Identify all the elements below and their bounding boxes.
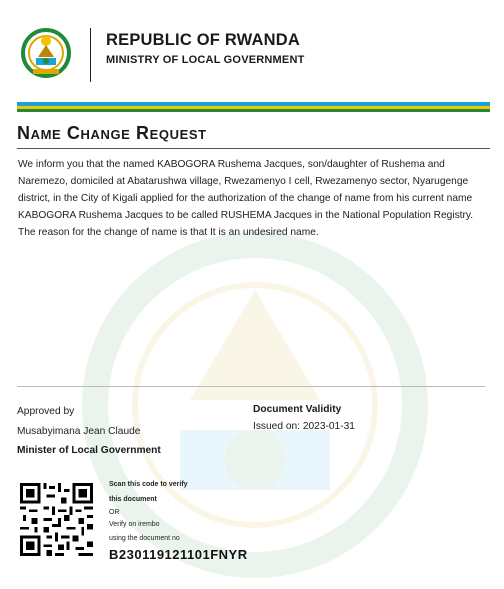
document-no-label: using the document no — [109, 535, 180, 542]
qr-code-icon[interactable] — [20, 483, 93, 556]
scan-instruction-cont: this document — [109, 496, 157, 503]
verify-irembo-label: Verify on irembo — [109, 521, 160, 528]
rwanda-emblem-icon — [21, 27, 71, 81]
issued-date: Issued on: 2023-01-31 — [253, 421, 355, 432]
document-number: B230119121101FNYR — [109, 547, 248, 562]
title-underline — [17, 148, 490, 149]
ministry-name: MINISTRY OF LOCAL GOVERNMENT — [106, 54, 305, 66]
document-title: Name Change Request — [17, 123, 207, 143]
section-divider — [17, 386, 485, 387]
document-body: We inform you that the named KABOGORA Rushema Jacques, son/daughter of Rushema and Naremezo, domiciled at Abatarushwa village, Rwezamenyo I cell, Rwezamenyo sector, Nyarugenge district, in the City of Kigali applied for the authorization of the change of name from his current name KABOGORA Rushema Jacques to be called RUSHEMA Jacques in the National Population Registry. The reason for the change of name is that It is an undesired name. — [18, 159, 474, 238]
document-validity-label: Document Validity — [253, 404, 342, 415]
republic-title: REPUBLIC OF RWANDA — [106, 31, 300, 49]
flag-stripe-green — [17, 109, 490, 112]
scan-instruction: Scan this code to verify — [109, 481, 188, 488]
or-label: OR — [109, 509, 120, 516]
approver-title: Minister of Local Government — [17, 445, 161, 456]
approver-name: Musabyimana Jean Claude — [17, 426, 141, 437]
approved-by-label: Approved by — [17, 406, 75, 417]
header-divider — [90, 28, 91, 82]
